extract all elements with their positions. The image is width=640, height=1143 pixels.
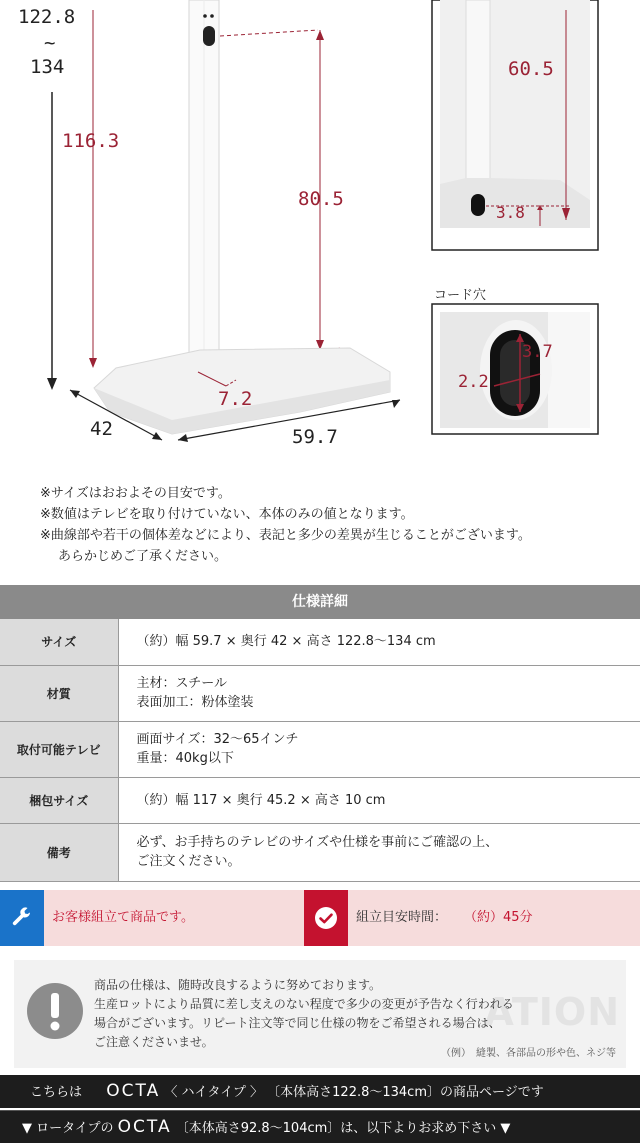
depth-7-label: 7.2 [218, 388, 253, 410]
height-80-label: 80.5 [298, 188, 344, 210]
cord-hole-caption: コード穴 [434, 288, 487, 303]
low-suffix: 〔本体高さ92.8〜104cm〕は、以下よりお求め下さい ▼ [175, 1121, 511, 1136]
table-row [0, 721, 640, 777]
row-value-remarks [118, 823, 640, 881]
high-type-banner [0, 1075, 640, 1108]
assembly-time-block [304, 890, 640, 946]
height-116-label: 116.3 [62, 130, 120, 152]
note-line: あらかじめご了承ください。 [58, 549, 228, 564]
assembly-time-label: 組立目安時間： [356, 910, 448, 925]
row-value-compatible-tv [118, 721, 640, 777]
cord-hole-width-label: 2.2 [458, 372, 489, 392]
row-label-remarks: 備考 [0, 823, 118, 881]
dimension-drawing [0, 0, 640, 470]
row-value-line: 重量：40kg以下 [136, 751, 234, 766]
clock-check-icon [304, 890, 348, 946]
low-type-link[interactable] [0, 1110, 640, 1143]
row-value-size [118, 619, 640, 665]
high-suffix: 〔本体高さ122.8〜134cm〕の商品ページです [267, 1085, 544, 1100]
note-line: ※数値はテレビを取り付けていない、本体のみの値となります。 [40, 507, 414, 522]
size-notes [40, 483, 630, 567]
high-type-label: 〈 ハイタイプ 〉 [164, 1085, 264, 1100]
notice-line: 場合がございます。リピート注文等で同じ仕様の物をご希望される場合は、 [94, 1016, 501, 1030]
spec-title: 仕様詳細 [0, 585, 640, 619]
row-value-line: 必ず、お手持ちのテレビのサイズや仕様を事前にご確認の上、 [136, 835, 499, 850]
height-range-bottom-label: 134 [30, 56, 65, 78]
row-value-package-size [118, 777, 640, 823]
assembly-time-value: （約）45分 [464, 910, 533, 925]
width-59-label: 59.7 [292, 426, 338, 448]
row-label-package-size: 梱包サイズ [0, 777, 118, 823]
notice-line: ご注意くださいませ。 [94, 1035, 214, 1049]
notice-line: 生産ロットにより品質に差し支えのない程度で多少の変更が予告なく行われる [94, 997, 514, 1011]
height-range-tilde: ~ [44, 32, 56, 54]
spec-change-notice [14, 960, 626, 1068]
offset-3-8-label: 3.8 [496, 203, 525, 222]
assembly-required-text: お客様組立て商品です。 [52, 910, 194, 925]
row-value-line: 画面サイズ：32〜65インチ [136, 732, 299, 747]
row-label-size: サイズ [0, 619, 118, 665]
row-value-line: 表面加工：粉体塗装 [136, 695, 254, 710]
cord-hole-height-label: 3.7 [522, 342, 553, 362]
row-value-line: （約）幅 117 × 奥行 45.2 × 高さ 10 cm [136, 792, 386, 808]
row-label-material: 材質 [0, 665, 118, 721]
assembly-required-block [0, 890, 304, 946]
table-row [0, 823, 640, 881]
table-row [0, 777, 640, 823]
low-prefix: ▼ ロータイプの [22, 1121, 114, 1136]
row-value-material [118, 665, 640, 721]
table-row [0, 619, 640, 665]
height-range-top-label: 122.8 [18, 6, 76, 28]
row-value-line: ご注文ください。 [136, 854, 241, 869]
warning-icon [26, 982, 84, 1040]
high-prefix: こちらは [30, 1085, 83, 1100]
depth-42-label: 42 [90, 418, 113, 440]
notice-line: 商品の仕様は、随時改良するように努めております。 [94, 978, 382, 992]
spec-table [0, 585, 640, 882]
table-row [0, 665, 640, 721]
wrench-icon [0, 890, 44, 946]
row-value-line: （約）幅 59.7 × 奥行 42 × 高さ 122.8〜134 cm [136, 634, 436, 650]
row-label-compatible-tv: 取付可能テレビ [0, 721, 118, 777]
watermark-text: ATION [484, 990, 620, 1034]
assembly-info-bar [0, 890, 640, 946]
notice-example: （例） 縫製、各部品の形や色、ネジ等 [441, 1048, 616, 1059]
octa-logo: OCTA [117, 1117, 172, 1137]
note-line: ※曲線部や若干の個体差などにより、表記と多少の差異が生じることがございます。 [40, 528, 531, 543]
notice-text [94, 976, 514, 1052]
note-line: ※サイズはおおよその目安です。 [40, 486, 231, 501]
row-value-line: 主材：スチール [136, 676, 227, 691]
height-60-label: 60.5 [508, 58, 554, 80]
octa-logo: OCTA [106, 1081, 161, 1101]
